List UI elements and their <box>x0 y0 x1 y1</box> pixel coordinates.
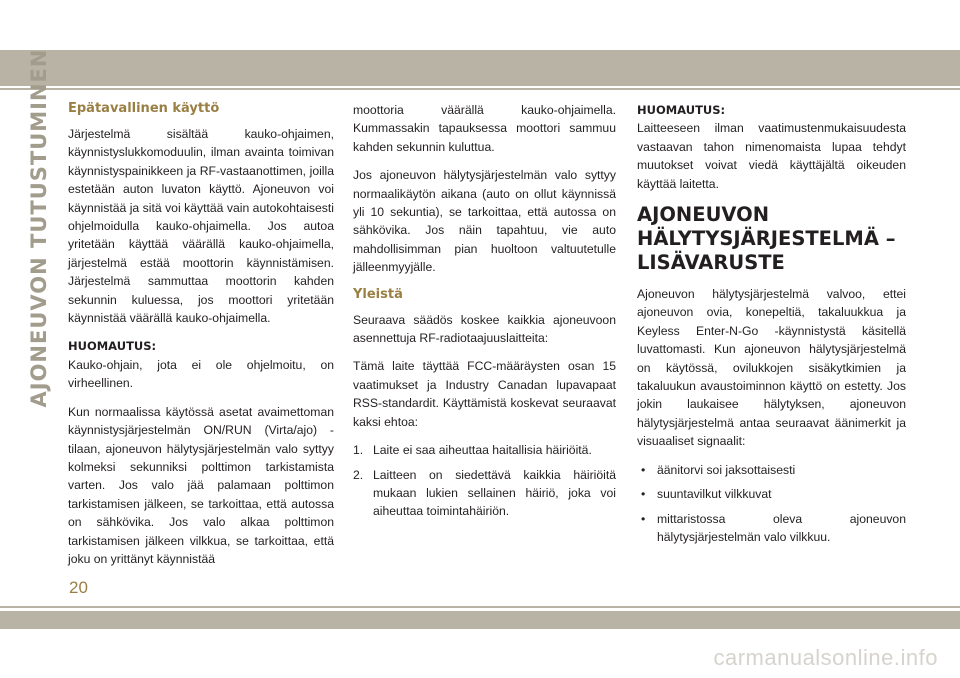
list-item-text: Laitteen on siedettävä kaikkia häiriöitä mukaan lukien sellainen häiriö, joka voi aiheuttaa toimintahäiriön. <box>373 467 616 519</box>
bullet-item: • mittaristossa oleva ajoneuvon hälytysjärjestelmän valo vilkkuu. <box>637 510 906 547</box>
heading-alarm-system <box>637 203 906 275</box>
heading-yleista: Yleistä <box>353 286 403 302</box>
list-item-text: Laite ei saa aiheuttaa haitallisia häiriöitä. <box>373 443 592 458</box>
bullet-item: • suuntavilkut vilkkuvat <box>637 485 906 503</box>
signals-list <box>637 461 906 547</box>
watermark: carmanualsonline.info <box>713 645 938 670</box>
paragraph: Ajoneuvon hälytysjärjestelmä valvoo, ettei ajoneuvon ovia, konepeltiä, takaluukkua ja Keyless Enter-N-Go -käynnistystä käsitellä luvattomasti. Kun ajoneuvon hälytysjärjestelmä on käytössä, ovilukkojen sisäkytkimien ja takaluukun avaustoiminnon käyttö on estetty. Jos jokin laukaisee hälytyksen, ajoneuvon hälytysjärjestelmä antaa seuraavat äänimerkit ja visuaaliset signaalit: <box>637 287 906 449</box>
list-item <box>353 466 616 521</box>
note-label: HUOMAUTUS: <box>637 103 726 117</box>
paragraph: Seuraava säädös koskee kaikkia ajoneuvoon asennettuja RF-radiotaajuuslaitteita: <box>353 312 616 346</box>
list-item <box>353 441 616 459</box>
note-text: Kauko-ohjain, jota ei ole ohjelmoitu, on virheellinen. <box>68 357 334 391</box>
paragraph: Kun normaalissa käytössä asetat avaimettoman käynnistysjärjestelmän ON/RUN (Virta/ajo) -tilaan, ajoneuvon hälytysjärjestelmän valo syttyy kolmeksi sekunniksi polttimon tarkistamista varten. Jos valo jää palamaan polttimon tarkistamisen jälkeen, se tarkoittaa, että autossa on sähkövika. Jos valo alkaa polttimon tarkistamisen jälkeen vilkkua, se tarkoittaa, että joku on yrittänyt käynnistää <box>68 404 334 566</box>
column-1 <box>68 101 334 578</box>
section-side-label <box>24 48 54 408</box>
note-label: HUOMAUTUS: <box>68 339 157 354</box>
section-side-label-text: AJONEUVON TUTUSTUMINEN <box>27 48 51 408</box>
paragraph: Järjestelmä sisältää kauko-ohjaimen, käynnistyslukkomoduulin, ilman avainta toimivan käynnistyspainikkeen ja RF-vastaanottimen, joilla estetään auton luvaton käyttö. Ajoneuvon voi käynnistää ja sitä voi käyttää vain autokohtaisesti ohjelmoidulla kauko-ohjaimella. Jos autoa yritetään käyttää väärällä kauko-ohjaimella, järjestelmä estää moottorin käynnistämisen. Järjestelmä sammuttaa moottorin kahden sekunnin kuluessa, jos moottori yritetään käynnistää väärällä kauko-ohjaimella. <box>68 127 334 326</box>
paragraph: moottoria väärällä kauko-ohjaimella. Kummassakin tapauksessa moottori sammuu kahden sekunnin kuluttua. <box>353 103 616 154</box>
list-item-number: 1. <box>353 443 364 458</box>
paragraph: Tämä laite täyttää FCC-määräysten osan 15 vaatimukset ja Industry Canadan lupavapaat RSS-standardit. Käyttämistä koskevat seuraavat kaksi ehtoa: <box>353 359 616 429</box>
heading-line: HÄLYTYSJÄRJESTELMÄ – <box>637 227 896 251</box>
heading-epatavallinen-kaytto: Epätavallinen käyttö <box>68 101 220 116</box>
bottom-decor-band <box>0 611 960 629</box>
heading-line: AJONEUVON <box>637 203 770 227</box>
heading-line: LISÄVARUSTE <box>637 251 785 275</box>
top-decor-line <box>0 88 960 90</box>
top-decor-band <box>0 50 960 86</box>
bullet-item: • äänitorvi soi jaksottaisesti <box>637 461 906 479</box>
bottom-decor-line <box>0 606 960 608</box>
page-number: 20 <box>69 578 88 597</box>
conditions-list <box>353 441 616 521</box>
paragraph: Jos ajoneuvon hälytysjärjestelmän valo syttyy normaalikäytön aikana (auto on ollut käynnissä yli 10 sekuntia), se tarkoittaa, että autossa on sähkövika. Jos näin tapahtuu, vie auto mahdollisimman pian huoltoon valtuutetulle jälleenmyyjälle. <box>353 168 616 275</box>
column-2 <box>353 101 616 529</box>
list-item-number: 2. <box>353 467 364 482</box>
column-3 <box>637 101 906 552</box>
note-text: Laitteeseen ilman vaatimustenmukaisuudesta vastaavan tahon nimenomaista lupaa tehdyt muutokset voivat viedä käyttäjältä oikeuden käyttää laitetta. <box>637 121 906 191</box>
